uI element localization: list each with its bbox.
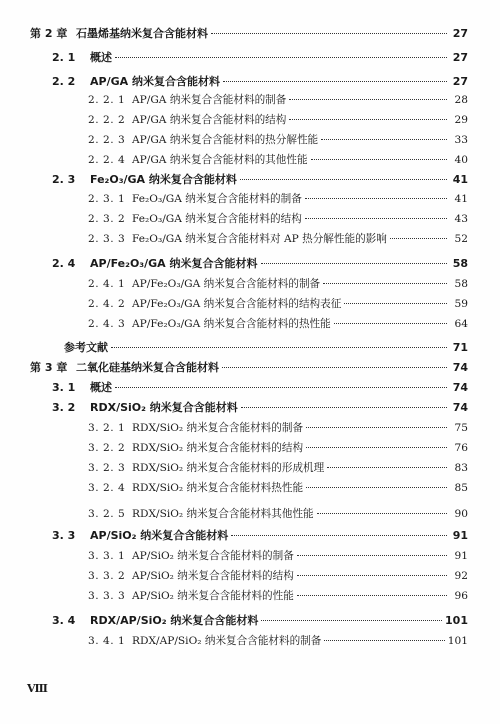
toc-entry-title: AP/Fe₂O₃/GA 纳米复合含能材料的结构表征 bbox=[132, 298, 342, 310]
toc-entry[interactable] bbox=[52, 173, 468, 187]
toc-entry-title: Fe₂O₃/GA 纳米复合含能材料的制备 bbox=[132, 193, 302, 205]
toc-entry[interactable] bbox=[52, 614, 468, 628]
toc-entry[interactable] bbox=[88, 133, 468, 147]
toc-references-entry[interactable] bbox=[64, 341, 468, 355]
toc-entry-number: 2. 2 bbox=[52, 75, 76, 88]
dot-leader bbox=[323, 283, 447, 284]
dot-leader bbox=[324, 640, 444, 641]
dot-leader bbox=[115, 57, 447, 58]
dot-leader bbox=[321, 139, 447, 140]
toc-entry[interactable] bbox=[88, 93, 468, 107]
toc-entry-page: 41 bbox=[454, 193, 468, 205]
toc-entry-title: Fe₂O₃/GA 纳米复合含能材料 bbox=[90, 173, 237, 186]
toc-entry-number: 3. 2. 5 bbox=[88, 508, 126, 520]
toc-entry-number: 2. 4. 3 bbox=[88, 318, 126, 330]
toc-entry-number: 2. 1 bbox=[52, 51, 76, 64]
toc-entry-title: AP/GA 纳米复合含能材料的制备 bbox=[132, 94, 287, 106]
toc-entry-page: 101 bbox=[445, 614, 468, 627]
toc-entry[interactable] bbox=[88, 232, 468, 246]
toc-entry-title: AP/SiO₂ 纳米复合含能材料的制备 bbox=[132, 550, 294, 562]
dot-leader bbox=[111, 347, 447, 348]
toc-entry[interactable] bbox=[88, 634, 468, 648]
toc-entry[interactable] bbox=[52, 75, 468, 89]
toc-entry-title: RDX/SiO₂ 纳米复合含能材料 bbox=[90, 401, 238, 414]
toc-entry-page: 28 bbox=[454, 94, 468, 106]
toc-entry-number: 2. 4 bbox=[52, 257, 76, 270]
toc-entry-page: 90 bbox=[454, 508, 468, 520]
toc-entry[interactable] bbox=[88, 113, 468, 127]
toc-entry[interactable] bbox=[52, 257, 468, 271]
toc-entry-title: RDX/SiO₂ 纳米复合含能材料的形成机理 bbox=[132, 462, 325, 474]
toc-entry-title: AP/GA 纳米复合含能材料的热分解性能 bbox=[132, 134, 319, 146]
toc-entry-page: 41 bbox=[452, 173, 468, 186]
toc-entry-page: 27 bbox=[452, 27, 468, 40]
toc-entry[interactable] bbox=[88, 421, 468, 435]
dot-leader bbox=[231, 535, 447, 536]
toc-entry-title: 石墨烯基纳米复合含能材料 bbox=[76, 27, 208, 40]
toc-entry-title: AP/SiO₂ 纳米复合含能材料的结构 bbox=[132, 570, 294, 582]
toc-entry-number: 2. 2. 1 bbox=[88, 94, 126, 106]
toc-entry[interactable] bbox=[30, 27, 468, 41]
toc-entry-title: RDX/SiO₂ 纳米复合含能材料热性能 bbox=[132, 482, 304, 494]
toc-entry[interactable] bbox=[30, 361, 468, 375]
toc-entry-title: AP/SiO₂ 纳米复合含能材料的性能 bbox=[132, 590, 294, 602]
toc-entry-page: 101 bbox=[447, 635, 468, 647]
toc-entry-page: 74 bbox=[452, 381, 468, 394]
toc-entry[interactable] bbox=[52, 401, 468, 415]
toc-entry-number: 2. 4. 1 bbox=[88, 278, 126, 290]
dot-leader bbox=[390, 238, 447, 239]
toc-entry-number: 第 2 章 bbox=[30, 27, 68, 40]
dot-leader bbox=[289, 119, 447, 120]
toc-entry-number: 3. 3. 3 bbox=[88, 590, 126, 602]
toc-entry-title: Fe₂O₃/GA 纳米复合含能材料的结构 bbox=[132, 213, 302, 225]
toc-entry-page: 91 bbox=[454, 550, 468, 562]
toc-entry-page: 75 bbox=[454, 422, 468, 434]
toc-entry-title: RDX/SiO₂ 纳米复合含能材料的结构 bbox=[132, 442, 304, 454]
toc-entry-number: 3. 4. 1 bbox=[88, 635, 126, 647]
toc-entry-title: RDX/SiO₂ 纳米复合含能材料其他性能 bbox=[132, 508, 314, 520]
toc-entry-number: 3. 2. 2 bbox=[88, 442, 126, 454]
toc-entry-number: 3. 3 bbox=[52, 529, 76, 542]
toc-entry-title: AP/GA 纳米复合含能材料的结构 bbox=[132, 114, 287, 126]
toc-entry-title: AP/GA 纳米复合含能材料的其他性能 bbox=[132, 154, 308, 166]
dot-leader bbox=[115, 387, 447, 388]
dot-leader bbox=[223, 81, 447, 82]
toc-entry-page: 27 bbox=[452, 75, 468, 88]
toc-entry-number: 3. 1 bbox=[52, 381, 76, 394]
toc-entry[interactable] bbox=[88, 481, 468, 495]
toc-entry-title: 概述 bbox=[90, 381, 112, 394]
toc-entry-page: 58 bbox=[452, 257, 468, 270]
dot-leader bbox=[222, 367, 447, 368]
toc-entry[interactable] bbox=[88, 317, 468, 331]
toc-entry-page: 96 bbox=[454, 590, 468, 602]
toc-entry-page: 29 bbox=[454, 114, 468, 126]
toc-entry-page: 59 bbox=[454, 298, 468, 310]
toc-entry-title: Fe₂O₃/GA 纳米复合含能材料对 AP 热分解性能的影响 bbox=[132, 233, 387, 245]
toc-entry[interactable] bbox=[52, 51, 468, 65]
toc-entry[interactable] bbox=[88, 441, 468, 455]
toc-entry-number: 2. 4. 2 bbox=[88, 298, 126, 310]
dot-leader bbox=[240, 179, 447, 180]
toc-entry-number: 3. 4 bbox=[52, 614, 76, 627]
dot-leader bbox=[306, 487, 447, 488]
toc-entry-number: 2. 2. 2 bbox=[88, 114, 126, 126]
toc-entry-page: 71 bbox=[452, 341, 468, 354]
toc-entry-number: 2. 2. 4 bbox=[88, 154, 126, 166]
toc-entry-title: AP/Fe₂O₃/GA 纳米复合含能材料的热性能 bbox=[132, 318, 331, 330]
toc-entry-number: 2. 3 bbox=[52, 173, 76, 186]
dot-leader bbox=[305, 218, 447, 219]
toc-entry-number: 3. 2. 4 bbox=[88, 482, 126, 494]
toc-entry[interactable] bbox=[88, 549, 468, 563]
toc-entry-number: 2. 2. 3 bbox=[88, 134, 126, 146]
toc-entry-title: 概述 bbox=[90, 51, 112, 64]
toc-entry-title: AP/SiO₂ 纳米复合含能材料 bbox=[90, 529, 229, 542]
toc-entry-title: RDX/AP/SiO₂ 纳米复合含能材料的制备 bbox=[132, 635, 322, 647]
toc-entry-page: 58 bbox=[454, 278, 468, 290]
toc-entry-title: AP/GA 纳米复合含能材料 bbox=[90, 75, 220, 88]
toc-entry-title: RDX/AP/SiO₂ 纳米复合含能材料 bbox=[90, 614, 259, 627]
toc-entry-page: 85 bbox=[454, 482, 468, 494]
toc-entry[interactable] bbox=[88, 192, 468, 206]
toc-entry[interactable] bbox=[88, 297, 468, 311]
toc-entry[interactable] bbox=[88, 461, 468, 475]
dot-leader bbox=[305, 198, 447, 199]
dot-leader bbox=[317, 513, 447, 514]
toc-entry-title: RDX/SiO₂ 纳米复合含能材料的制备 bbox=[132, 422, 304, 434]
toc-entry[interactable] bbox=[88, 589, 468, 603]
toc-entry-number: 3. 2. 3 bbox=[88, 462, 126, 474]
toc-entry-page: 74 bbox=[452, 401, 468, 414]
toc-entry-number: 2. 3. 1 bbox=[88, 193, 126, 205]
toc-entry-page: 64 bbox=[454, 318, 468, 330]
toc-entry[interactable] bbox=[88, 507, 468, 521]
toc-entry-page: 43 bbox=[454, 213, 468, 225]
toc-entry-page: 91 bbox=[452, 529, 468, 542]
toc-entry-title: 参考文献 bbox=[64, 341, 108, 354]
dot-leader bbox=[306, 447, 447, 448]
dot-leader bbox=[289, 99, 447, 100]
toc-entry[interactable] bbox=[88, 569, 468, 583]
toc-entry-page: 33 bbox=[454, 134, 468, 146]
toc-entry-number: 2. 3. 2 bbox=[88, 213, 126, 225]
toc-entry[interactable] bbox=[88, 153, 468, 167]
toc-entry-page: 27 bbox=[452, 51, 468, 64]
toc-entry-page: 74 bbox=[452, 361, 468, 374]
toc-entry-number: 3. 3. 2 bbox=[88, 570, 126, 582]
toc-entry[interactable] bbox=[52, 529, 468, 543]
toc-entry[interactable] bbox=[88, 212, 468, 226]
toc-entry-number: 3. 2. 1 bbox=[88, 422, 126, 434]
dot-leader bbox=[261, 620, 442, 621]
dot-leader bbox=[306, 427, 447, 428]
dot-leader bbox=[311, 159, 447, 160]
toc-entry-number: 3. 3. 1 bbox=[88, 550, 126, 562]
toc-entry-title: AP/Fe₂O₃/GA 纳米复合含能材料的制备 bbox=[132, 278, 321, 290]
toc-entry-title: 二氧化硅基纳米复合含能材料 bbox=[76, 361, 219, 374]
dot-leader bbox=[261, 263, 448, 264]
toc-entry[interactable] bbox=[52, 381, 468, 395]
toc-entry-title: AP/Fe₂O₃/GA 纳米复合含能材料 bbox=[90, 257, 258, 270]
dot-leader bbox=[297, 575, 447, 576]
dot-leader bbox=[344, 303, 447, 304]
page-number: Ⅷ bbox=[27, 682, 48, 695]
toc-entry-number: 第 3 章 bbox=[30, 361, 68, 374]
toc-entry-page: 40 bbox=[454, 154, 468, 166]
dot-leader bbox=[297, 555, 447, 556]
dot-leader bbox=[334, 323, 447, 324]
toc-entry-page: 76 bbox=[454, 442, 468, 454]
toc-entry-number: 3. 2 bbox=[52, 401, 76, 414]
dot-leader bbox=[297, 595, 447, 596]
toc-entry[interactable] bbox=[88, 277, 468, 291]
toc-entry-page: 92 bbox=[454, 570, 468, 582]
toc-entry-number: 2. 3. 3 bbox=[88, 233, 126, 245]
dot-leader bbox=[327, 467, 447, 468]
toc-entry-page: 52 bbox=[454, 233, 468, 245]
dot-leader bbox=[241, 407, 447, 408]
toc-entry-page: 83 bbox=[454, 462, 468, 474]
dot-leader bbox=[211, 33, 447, 34]
